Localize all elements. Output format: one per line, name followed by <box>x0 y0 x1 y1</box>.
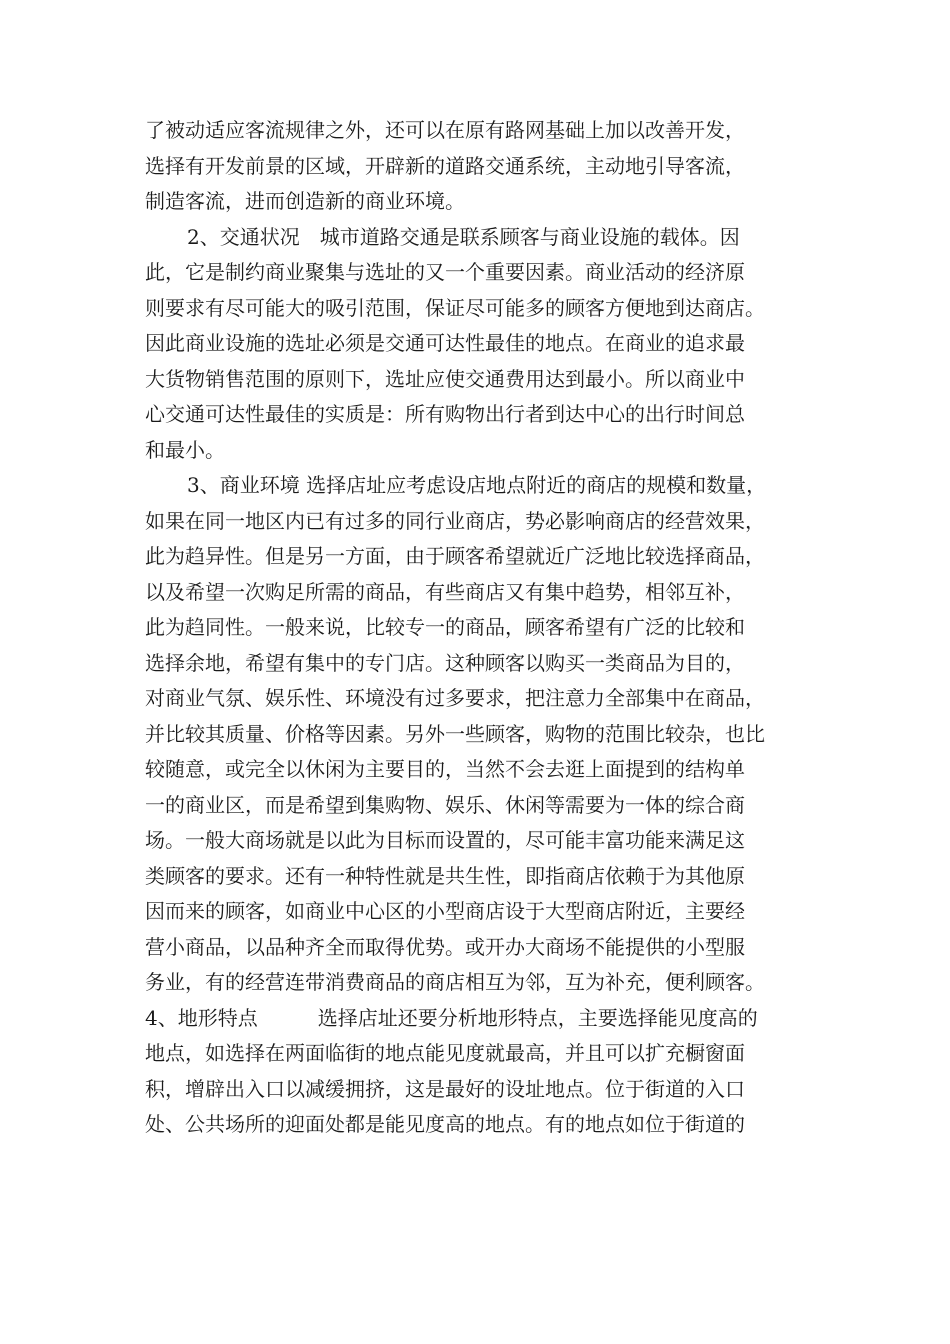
text-line: 此为趋同性。一般来说，比较专一的商品，顾客希望有广泛的比较和 <box>145 615 745 639</box>
text-line: 积，增辟出入口以减缓拥挤，这是最好的设址地点。位于街道的入口 <box>145 1076 745 1101</box>
paragraph-start-environment: 3、商业环境 选择店址应考虑设店地点附近的商店的规模和数量， <box>187 473 767 497</box>
text-line: 营小商品，以品种齐全而取得优势。或开办大商场不能提供的小型服 <box>145 934 745 959</box>
text-line: 因此商业设施的选址必须是交通可达性最佳的地点。在商业的追求最 <box>145 331 745 355</box>
text-line: 则要求有尽可能大的吸引范围，保证尽可能多的顾客方便地到达商店。 <box>145 295 765 320</box>
text-line: 场。一般大商场就是以此为目标而设置的，尽可能丰富功能来满足这 <box>145 828 745 852</box>
text-line: 和最小。 <box>145 437 225 462</box>
text-line: 并比较其质量、价格等因素。另外一些顾客，购物的范围比较杂，也比 <box>145 721 765 746</box>
text-line: 较随意，或完全以休闲为主要目的，当然不会去逛上面提到的结构单 <box>145 757 745 781</box>
text-line: 因而来的顾客，如商业中心区的小型商店设于大型商店附近，主要经 <box>145 899 745 923</box>
text-line: 大货物销售范围的原则下，选址应使交通费用达到最小。所以商业中 <box>145 366 745 391</box>
text-line: 选择有开发前景的区域，开辟新的道路交通系统，主动地引导客流， <box>145 153 745 178</box>
text-line: 以及希望一次购足所需的商品，有些商店又有集中趋势，相邻互补， <box>145 579 745 604</box>
text-line: 选择余地，希望有集中的专门店。这种顾客以购买一类商品为目的， <box>145 650 745 675</box>
text-line: 心交通可达性最佳的实质是：所有购物出行者到达中心的出行时间总 <box>145 402 745 426</box>
text-line: 处、公共场所的迎面处都是能见度高的地点。有的地点如位于街道的 <box>145 1112 745 1136</box>
paragraph-start-traffic: 2、交通状况 城市道路交通是联系顾客与商业设施的载体。因 <box>187 224 740 249</box>
text-line: 一的商业区，而是希望到集购物、娱乐、休闲等需要为一体的综合商 <box>145 792 745 817</box>
body-text <box>145 113 815 1143</box>
text-line: 对商业气氛、娱乐性、环境没有过多要求，把注意力全部集中在商品， <box>145 686 765 710</box>
text-line: 务业，有的经营连带消费商品的商店相互为邻，互为补充，便利顾客。 <box>145 970 765 994</box>
text-line: 制造客流，进而创造新的商业环境。 <box>145 189 465 213</box>
text-line: 了被动适应客流规律之外，还可以在原有路网基础上加以改善开发， <box>145 118 745 142</box>
paragraph-start-terrain: 4、地形特点 选择店址还要分析地形特点，主要选择能见度高的 <box>145 1005 758 1030</box>
text-line: 此，它是制约商业聚集与选址的又一个重要因素。商业活动的经济原 <box>145 260 745 284</box>
text-line: 如果在同一地区内已有过多的同行业商店，势必影响商店的经营效果， <box>145 508 765 533</box>
text-line: 地点，如选择在两面临街的地点能见度就最高，并且可以扩充橱窗面 <box>145 1041 745 1065</box>
text-line: 此为趋异性。但是另一方面，由于顾客希望就近广泛地比较选择商品， <box>145 544 765 568</box>
text-line: 类顾客的要求。还有一种特性就是共生性，即指商店依赖于为其他原 <box>145 863 745 888</box>
